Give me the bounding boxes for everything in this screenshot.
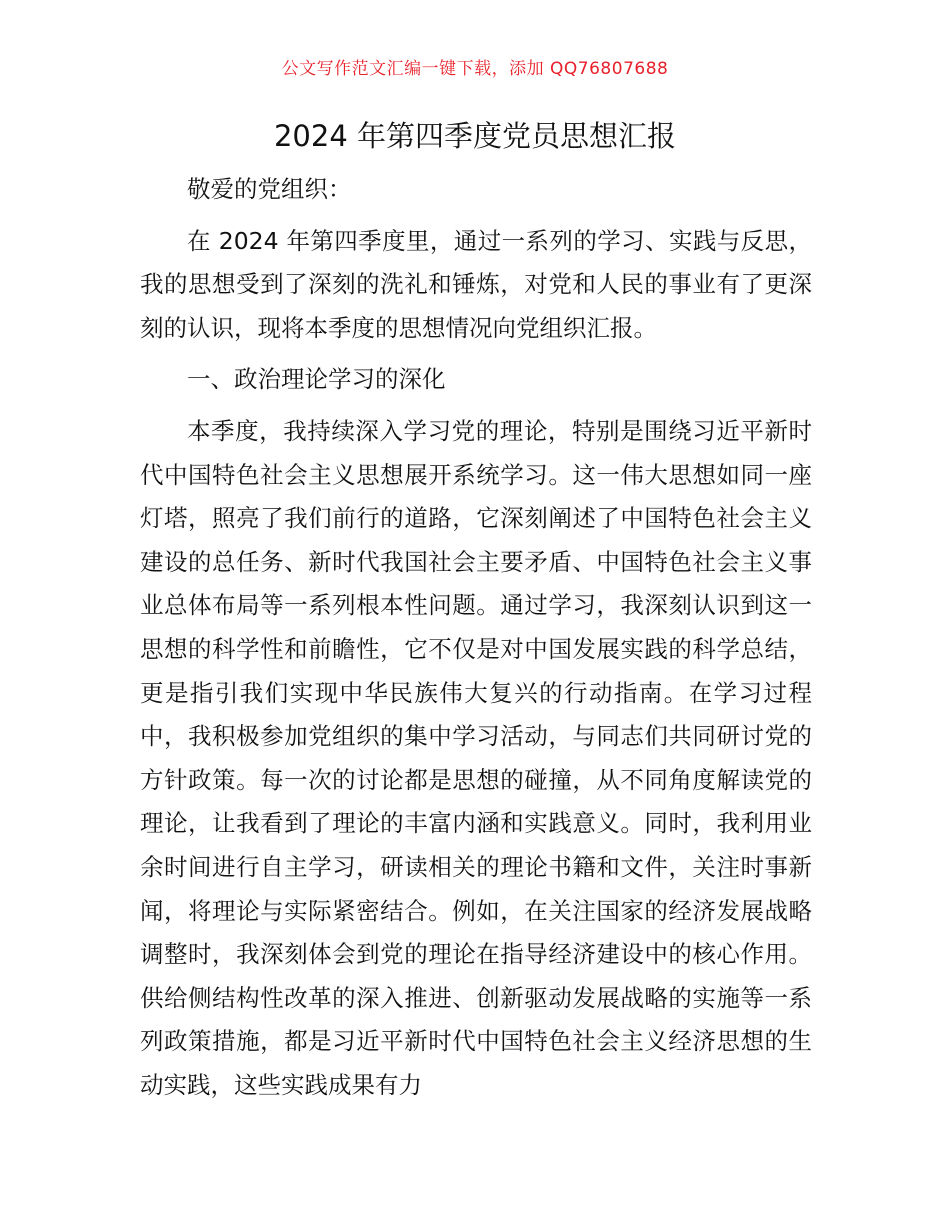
download-notice: 公文写作范文汇编一键下载，添加 QQ76807688 — [281, 59, 669, 79]
salutation: 敬爱的党组织： — [187, 175, 352, 203]
body-paragraph: 本季度，我持续深入学习党的理论，特别是围绕习近平新时代中国特色社会主义思想展开系统学习。这一伟大思想如同一座灯塔，照亮了我们前行的道路，它深刻阐述了中国特色社会主义建设的总任务、新时代我国社会主要矛盾、中国特色社会主义事业总体布局等一系列根本性问题。通过学习，我深刻认识到这一思想的科学性和前瞻性，它不仅是对中国发展实践的科学总结，更是指引我们实现中华民族伟大复兴的行动指南。在学习过程中，我积极参加党组织的集中学习活动，与同志们共同研讨党的方针政策。每一次的讨论都是思想的碰撞，从不同角度解读党的理论，让我看到了理论的丰富内涵和实践意义。同时，我利用业余时间进行自主学习，研读相关的理论书籍和文件，关注时事新闻，将理论与实际紧密结合。例如，在关注国家的经济发展战略调整时，我深刻体会到党的理论在指导经济建设中的核心作用。供给侧结构性改革的深入推进、创新驱动发展战略的实施等一系列政策措施，都是习近平新时代中国特色社会主义经济思想的生动实践，这些实践成果有力 — [140, 416, 812, 1099]
section-heading: 一、政治理论学习的深化 — [187, 365, 446, 394]
document-title: 2024 年第四季度党员思想汇报 — [273, 119, 677, 153]
document-body — [140, 168, 812, 1107]
intro-paragraph: 在 2024 年第四季度里，通过一系列的学习、实践与反思，我的思想受到了深刻的洗礼和锤炼，对党和人民的事业有了更深刻的认识，现将本季度的思想情况向党组织汇报。 — [140, 226, 812, 342]
